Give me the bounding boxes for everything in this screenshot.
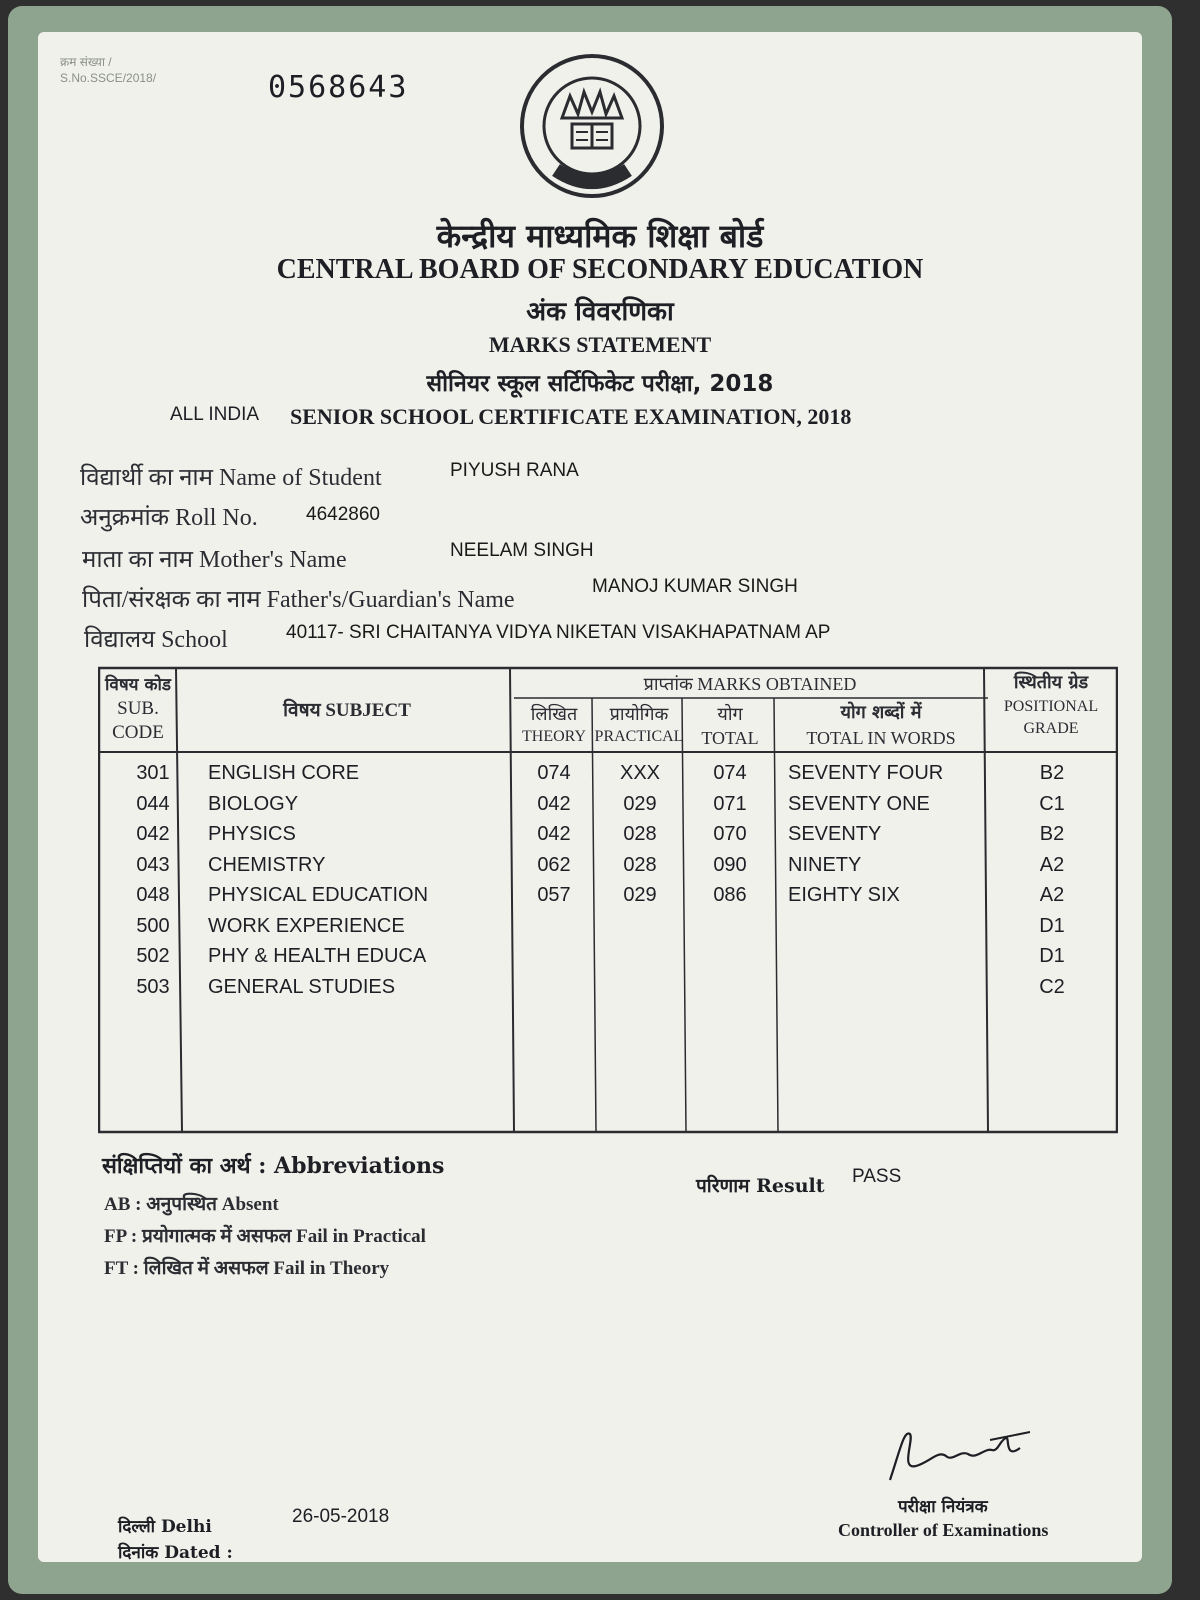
signature-icon (880, 1420, 1040, 1490)
cell-sub-code: 044 (136, 792, 170, 815)
cell-subject: ENGLISH CORE (208, 762, 360, 784)
abbreviation-fail-theory: FT : लिखित में असफल Fail in Theory (104, 1258, 390, 1279)
serial-label: क्रम संख्या / S.No.SSCE/2018/ (60, 55, 157, 85)
cell-grade: B2 (1039, 762, 1065, 784)
cell-theory: 042 (537, 792, 571, 815)
school-label: विद्यालय School (84, 627, 228, 653)
controller-label: Controller of Examinations (838, 1520, 1049, 1540)
cell-total: 086 (713, 884, 747, 906)
header-practical-hindi: प्रायोगिक (609, 704, 669, 725)
cell-practical: XXX (619, 762, 661, 784)
cell-sub-code: 301 (136, 762, 170, 784)
cell-subject: BIOLOGY (208, 792, 299, 815)
cell-total: 071 (713, 792, 747, 815)
header-total-hindi: योग (717, 704, 743, 725)
cell-practical: 029 (623, 792, 657, 815)
cell-sub-code: 500 (136, 914, 170, 937)
cell-grade: C2 (1039, 975, 1065, 998)
cell-practical: 029 (623, 884, 657, 906)
student-name-label: विद्यार्थी का नाम Name of Student (80, 465, 382, 491)
cell-theory: 042 (537, 823, 571, 845)
cell-subject: PHY & HEALTH EDUCA (208, 945, 427, 967)
board-title-hindi: केन्द्रीय माध्यमिक शिक्षा बोर्ड (436, 217, 764, 255)
controller-label-hindi: परीक्षा नियंत्रक (898, 1497, 988, 1517)
result-label: परिणाम Result (696, 1175, 825, 1197)
result-value: PASS (852, 1166, 902, 1187)
header-theory-hindi: लिखित (530, 704, 578, 725)
cell-subject: CHEMISTRY (208, 853, 326, 876)
cell-sub-code: 502 (136, 945, 170, 967)
header-practical: PRACTICAL (594, 728, 684, 745)
cell-grade: A2 (1039, 853, 1065, 876)
cell-total-words: EIGHTY SIX (788, 884, 900, 906)
cell-total-words: NINETY (788, 853, 862, 876)
header-words: TOTAL IN WORDS (806, 728, 956, 748)
cell-grade: B2 (1039, 823, 1065, 845)
issue-date: 26-05-2018 (292, 1506, 390, 1527)
statement-title-hindi: अंक विवरणिका (526, 297, 674, 327)
cell-total: 070 (713, 823, 747, 845)
header-subject: विषय SUBJECT (283, 700, 411, 721)
cell-practical: 028 (623, 823, 657, 845)
father-name-label: पिता/संरक्षक का नाम Father's/Guardian's Name (82, 587, 515, 613)
cell-practical: 028 (623, 853, 657, 876)
roll-no-label: अनुक्रमांक Roll No. (80, 505, 258, 531)
header-theory: THEORY (522, 728, 586, 745)
mother-name-label: माता का नाम Mother's Name (82, 547, 347, 573)
header-code-sub: SUB. (117, 698, 159, 719)
cell-total-words: SEVENTY ONE (788, 792, 930, 815)
cell-total-words: SEVENTY (788, 823, 882, 845)
cell-grade: A2 (1039, 884, 1065, 906)
header-grade-positional: POSITIONAL (1003, 698, 1099, 715)
dated-label: दिनांक Dated : (118, 1543, 233, 1563)
abbreviation-fail-practical: FP : प्रयोगात्मक में असफल Fail in Practical (104, 1226, 426, 1247)
cell-grade: D1 (1039, 945, 1065, 967)
cell-theory: 062 (537, 853, 571, 876)
cell-sub-code: 043 (136, 853, 170, 876)
cell-sub-code: 048 (136, 884, 170, 906)
cell-sub-code: 042 (136, 823, 170, 845)
header-grade-hindi: स्थितीय ग्रेड (1013, 672, 1089, 693)
serial-number: 0568643 (268, 70, 409, 105)
cell-total: 090 (713, 853, 747, 876)
cell-theory: 074 (537, 762, 571, 784)
father-name: MANOJ KUMAR SINGH (592, 576, 798, 597)
header-marks-obtained: प्राप्तांक MARKS OBTAINED (643, 674, 857, 694)
abbreviations-title: संक्षिप्तियों का अर्थ : Abbreviations (102, 1153, 445, 1179)
abbreviation-absent: AB : अनुपस्थित Absent (104, 1194, 279, 1215)
cell-theory: 057 (537, 884, 571, 906)
cell-sub-code: 503 (136, 975, 170, 998)
cell-subject: GENERAL STUDIES (208, 975, 396, 998)
header-code-hindi: विषय कोड (104, 675, 171, 695)
cbse-seal-icon (518, 52, 666, 200)
exam-title-hindi: सीनियर स्कूल सर्टिफिकेट परीक्षा, 2018 (426, 371, 774, 397)
cell-total: 074 (713, 762, 747, 784)
school-name: 40117- SRI CHAITANYA VIDYA NIKETAN VISAKHAPATNAM AP (286, 622, 831, 643)
roll-no: 4642860 (306, 504, 380, 525)
cell-total-words: SEVENTY FOUR (788, 762, 944, 784)
statement-title: MARKS STATEMENT (488, 332, 712, 357)
cell-subject: PHYSICS (208, 823, 296, 845)
cell-grade: D1 (1039, 914, 1065, 937)
cell-subject: PHYSICAL EDUCATION (208, 884, 429, 906)
marks-table (98, 654, 1118, 1134)
exam-title: SENIOR SCHOOL CERTIFICATE EXAMINATION, 2018 (290, 404, 852, 429)
mother-name: NEELAM SINGH (450, 540, 594, 561)
all-india-label: ALL INDIA (170, 404, 260, 425)
cell-grade: C1 (1039, 792, 1065, 815)
cell-subject: WORK EXPERIENCE (208, 914, 405, 937)
header-total: TOTAL (701, 728, 759, 748)
header-code: CODE (112, 722, 164, 743)
student-name: PIYUSH RANA (450, 460, 579, 481)
header-grade: GRADE (1023, 720, 1079, 737)
header-words-hindi: योग शब्दों में (840, 702, 922, 723)
board-title: CENTRAL BOARD OF SECONDARY EDUCATION (276, 254, 924, 285)
place-label: दिल्ली Delhi (118, 1517, 212, 1537)
